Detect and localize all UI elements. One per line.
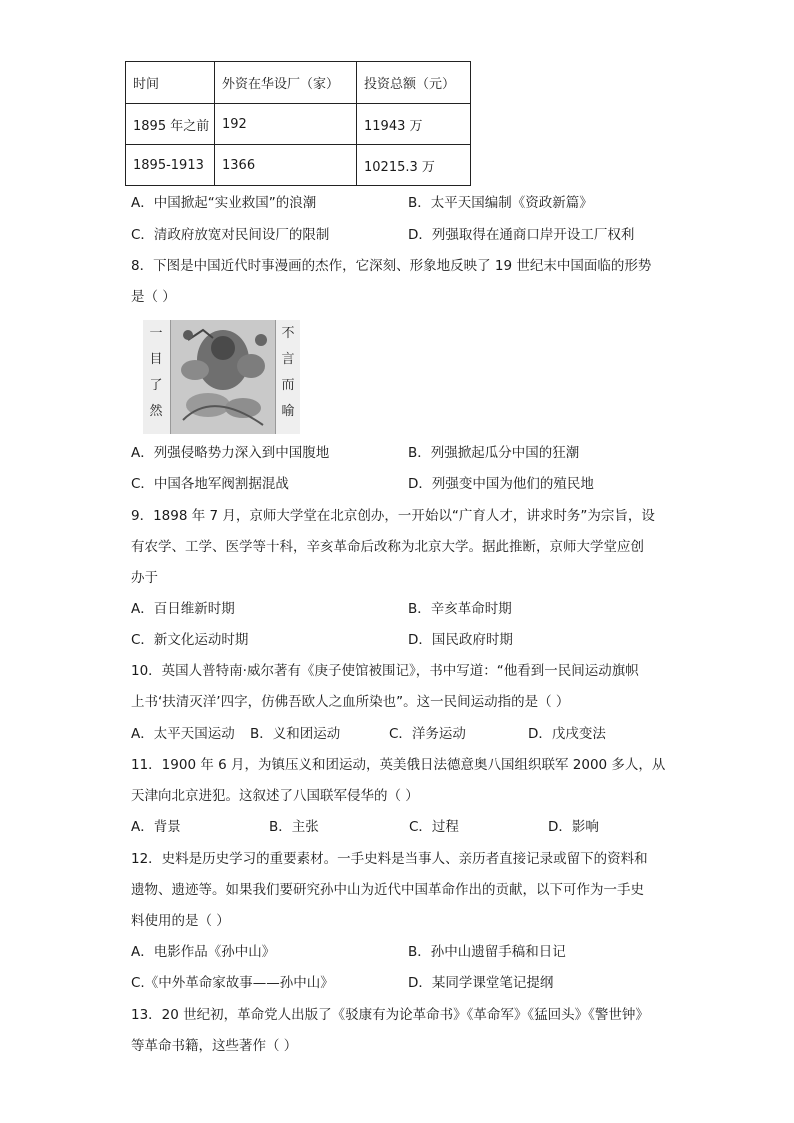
q9-option-a[interactable]: A．百日维新时期 (131, 601, 235, 617)
cartoon-caption-char: 不 (281, 326, 295, 341)
table-header-cell: 投资总额（元） (357, 62, 471, 104)
table-row (126, 104, 471, 145)
q9-stem-line2: 有农学、工学、医学等十科，辛亥革命后改称为北京大学。据此推断，京师大学堂应创 (131, 539, 644, 555)
q9-stem-line3: 办于 (131, 570, 158, 586)
cartoon-caption-char: 了 (149, 378, 163, 393)
q7-option-d[interactable]: D．列强取得在通商口岸开设工厂权利 (408, 227, 635, 243)
q8-option-a[interactable]: A．列强侵略势力深入到中国腹地 (131, 445, 330, 461)
table-cell: 1895 年之前 (126, 104, 215, 145)
q8-option-b[interactable]: B．列强掀起瓜分中国的狂潮 (408, 445, 580, 461)
q8-option-c[interactable]: C．中国各地军阀割据混战 (131, 476, 289, 492)
q10-stem-line1: 10．英国人普特南·威尔著有《庚子使馆被围记》，书中写道：“他看到一民间运动旗帜 (131, 663, 639, 679)
q10-option-d[interactable]: D．戊戌变法 (528, 726, 606, 742)
cartoon-caption-char: 而 (281, 378, 295, 393)
table-header-cell: 外资在华设厂（家） (215, 62, 357, 104)
q8-option-d[interactable]: D．列强变中国为他们的殖民地 (408, 476, 594, 492)
cartoon-left-caption (143, 320, 171, 434)
q12-option-d[interactable]: D．某同学课堂笔记提纲 (408, 975, 554, 991)
q11-stem-line2: 天津向北京进犯。这叙述了八国联军侵华的（ ） (131, 788, 419, 804)
q9-option-d[interactable]: D．国民政府时期 (408, 632, 513, 648)
q7-option-a[interactable]: A．中国掀起“实业救国”的浪潮 (131, 195, 317, 211)
q12-option-a[interactable]: A．电影作品《孙中山》 (131, 944, 276, 960)
political-cartoon-image (143, 320, 300, 434)
q7-option-b[interactable]: B．太平天国编制《资政新篇》 (408, 195, 593, 211)
cartoon-caption-char: 目 (149, 352, 163, 367)
table-row (126, 145, 471, 186)
q11-option-b[interactable]: B．主张 (269, 819, 319, 835)
q10-option-b[interactable]: B．义和团运动 (250, 726, 341, 742)
q11-option-a[interactable]: A．背景 (131, 819, 181, 835)
q10-stem-line2: 上书‘扶清灭洋’四字，仿佛吾欧人之血所染也”。这一民间运动指的是（ ） (131, 694, 570, 710)
q12-option-b[interactable]: B．孙中山遗留手稿和日记 (408, 944, 566, 960)
q7-option-c[interactable]: C．清政府放宽对民间设厂的限制 (131, 227, 330, 243)
cartoon-caption-char: 然 (149, 404, 163, 419)
q11-option-d[interactable]: D．影响 (548, 819, 599, 835)
q13-stem-line1: 13．20 世纪初，革命党人出版了《驳康有为论革命书》《革命军》《猛回头》《警世钟》 (131, 1007, 649, 1023)
q8-stem-line2: 是（ ） (131, 289, 176, 305)
q9-option-c[interactable]: C．新文化运动时期 (131, 632, 249, 648)
q12-option-c[interactable]: C.《中外革命家故事——孙中山》 (131, 975, 334, 991)
table-cell: 192 (215, 104, 357, 145)
table-cell: 1366 (215, 145, 357, 186)
q12-stem-line1: 12．史料是历史学习的重要素材。一手史料是当事人、亲历者直接记录或留下的资料和 (131, 851, 648, 867)
table-header-cell: 时间 (126, 62, 215, 104)
table-cell: 1895-1913 (126, 145, 215, 186)
table-cell: 10215.3 万 (357, 145, 471, 186)
q11-stem-line1: 11．1900 年 6 月，为镇压义和团运动，英美俄日法德意奥八国组织联军 2000 多人，从 (131, 757, 666, 773)
q13-stem-line2: 等革命书籍，这些著作（ ） (131, 1038, 298, 1054)
q10-option-a[interactable]: A．太平天国运动 (131, 726, 235, 742)
cartoon-right-caption (275, 320, 300, 434)
table-cell: 11943 万 (357, 104, 471, 145)
q8-stem-line1: 8．下图是中国近代时事漫画的杰作，它深刻、形象地反映了 19 世纪末中国面临的形势 (131, 258, 652, 274)
q9-option-b[interactable]: B．辛亥革命时期 (408, 601, 512, 617)
foreign-factory-table (125, 61, 471, 186)
table-header-row (126, 62, 471, 104)
q12-stem-line3: 料使用的是（ ） (131, 913, 230, 929)
q12-stem-line2: 遗物、遗迹等。如果我们要研究孙中山为近代中国革命作出的贡献，以下可作为一手史 (131, 882, 644, 898)
q10-option-c[interactable]: C．洋务运动 (389, 726, 466, 742)
q9-stem-line1: 9．1898 年 7 月，京师大学堂在北京创办，一开始以“广育人才，讲求时务”为宗旨，设 (131, 508, 655, 524)
cartoon-caption-char: 一 (149, 326, 163, 341)
q11-option-c[interactable]: C．过程 (409, 819, 459, 835)
cartoon-caption-char: 喻 (281, 404, 295, 419)
cartoon-caption-char: 言 (281, 352, 295, 367)
